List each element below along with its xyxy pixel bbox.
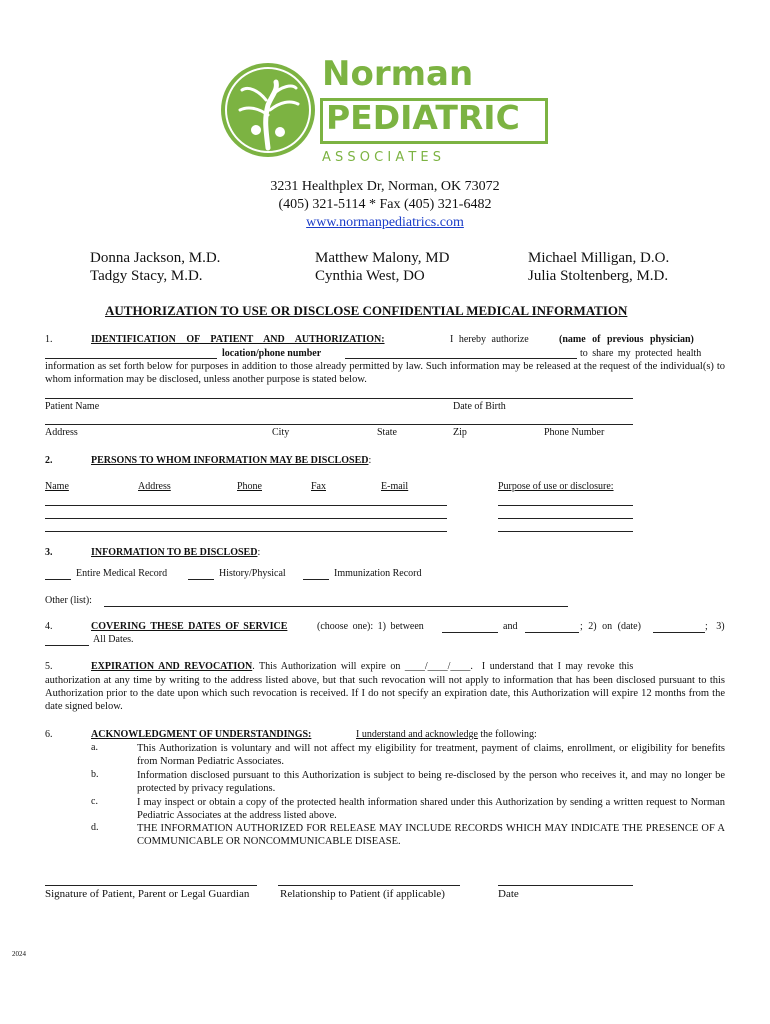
section-6-number: 6.	[45, 729, 53, 740]
address-field[interactable]	[45, 424, 633, 425]
entire-record-label: Entire Medical Record	[76, 568, 168, 579]
clinic-website-link[interactable]	[0, 215, 770, 231]
section-1-intro: I hereby authorize	[450, 334, 529, 345]
item-b-letter: b.	[91, 769, 99, 780]
col-fax: Fax	[311, 481, 326, 492]
purpose-row-3[interactable]	[498, 531, 633, 532]
physician-4: Cynthia West, DO	[315, 268, 425, 284]
section-5-lead: . This Authorization will expire on ____/____/____. I understand that I may revoke this	[252, 661, 634, 672]
col-purpose: Purpose of use or disclosure:	[498, 481, 614, 492]
website-link[interactable]: www.normanpediatrics.com	[306, 215, 464, 230]
item-d-letter: d.	[91, 822, 99, 833]
logo-pediatric: PEDIATRIC	[326, 98, 520, 137]
address-label: Address	[45, 427, 78, 438]
relationship-label: Relationship to Patient (if applicable)	[280, 888, 445, 900]
section-3-colon: :	[257, 547, 261, 558]
section-1-prev-physician: (name of previous physician)	[559, 334, 694, 345]
section-4-text2: ; 2) on (date)	[580, 621, 641, 632]
section-4-heading: COVERING THESE DATES OF SERVICE	[91, 621, 288, 632]
patient-name-field[interactable]	[45, 398, 633, 399]
other-list-field[interactable]	[104, 606, 568, 607]
history-physical-checkbox[interactable]	[188, 579, 214, 580]
section-2-heading-wrap	[91, 455, 371, 466]
section-4-number: 4.	[45, 621, 53, 632]
physician-2: Tadgy Stacy, M.D.	[90, 268, 203, 284]
section-5-body: authorization at any time by writing to the address listed above, but that such revocation will not apply to information that has been disclosed pursuant to this Authorization prior to the date upon which such revocation is received. If I do not specify an expiration date, this Authorization will expire 12 months from the date signed below.	[45, 675, 725, 712]
location-phone-field[interactable]	[345, 358, 577, 359]
clinic-phone-fax: (405) 321-5114 * Fax (405) 321-6482	[278, 197, 492, 212]
immunization-checkbox[interactable]	[303, 579, 329, 580]
date-label: Date	[498, 888, 519, 900]
section-2-colon: :	[368, 455, 372, 466]
section-1-heading: IDENTIFICATION OF PATIENT AND AUTHORIZATION:	[91, 334, 385, 345]
physician-1: Donna Jackson, M.D.	[90, 250, 221, 266]
section-5-number: 5.	[45, 661, 53, 672]
logo-associates: A S S O C I A T E S	[322, 150, 442, 165]
tree-logo-icon	[218, 60, 318, 160]
prev-physician-field[interactable]	[45, 358, 217, 359]
section-4-text1: (choose one): 1) between	[317, 621, 424, 632]
col-email: E-mail	[381, 481, 409, 492]
clinic-address: 3231 Healthplex Dr, Norman, OK 73072	[270, 179, 500, 194]
section-3-heading-wrap	[91, 547, 260, 558]
item-b-text: Information disclosed pursuant to this Authorization is subject to being re-disclosed by the person who receives it, and may no longer be protected by privacy regulations.	[137, 770, 725, 794]
state-label: State	[377, 427, 397, 438]
recipient-row-2[interactable]	[45, 518, 447, 519]
physician-6: Julia Stoltenberg, M.D.	[528, 268, 669, 284]
col-name: Name	[45, 481, 69, 492]
section-3-number: 3.	[45, 547, 53, 558]
section-6-lead-wrap	[356, 729, 537, 740]
patient-name-label: Patient Name	[45, 401, 100, 412]
col-phone: Phone	[237, 481, 262, 492]
item-a-text: This Authorization is voluntary and will not affect my eligibility for treatment, payment of claims, enrollment, or eligibility for benefits from Norman Pediatric Associates.	[137, 743, 725, 767]
recipient-row-1[interactable]	[45, 505, 447, 506]
col-address: Address	[138, 481, 171, 492]
signature-field[interactable]	[45, 885, 257, 886]
section-1-body: information as set forth below for purposes in addition to those already permitted by law. Such information may be released at the request of the individual(s) to whom information may be disclosed, unless another purpose is stated below.	[45, 361, 725, 385]
item-c-letter: c.	[91, 796, 98, 807]
all-dates-checkbox[interactable]	[45, 645, 89, 646]
between-date-1-field[interactable]	[442, 632, 498, 633]
section-2-heading: PERSONS TO WHOM INFORMATION MAY BE DISCLOSED	[91, 455, 369, 466]
section-2-number: 2.	[45, 455, 53, 466]
history-physical-label: History/Physical	[219, 568, 286, 579]
logo	[218, 54, 553, 168]
purpose-row-2[interactable]	[498, 518, 633, 519]
share-text: to share my protected health	[580, 348, 702, 359]
city-label: City	[272, 427, 290, 438]
footer-code: 2024	[12, 950, 26, 958]
section-6-heading: ACKNOWLEDGMENT OF UNDERSTANDINGS:	[91, 729, 312, 740]
section-5-heading: EXPIRATION AND REVOCATION	[91, 661, 253, 672]
logo-norman: Norman	[322, 54, 474, 94]
form-title: AUTHORIZATION TO USE OR DISCLOSE CONFIDENTIAL MEDICAL INFORMATION	[105, 303, 628, 318]
entire-record-checkbox[interactable]	[45, 579, 71, 580]
dob-label: Date of Birth	[453, 401, 506, 412]
between-date-2-field[interactable]	[525, 632, 579, 633]
item-c-text: I may inspect or obtain a copy of the protected health information shared under this Authorization by sending a written request to Norman Pediatric Associates at the address listed above.	[137, 797, 725, 821]
section-6-lead-rest: the following:	[480, 729, 537, 740]
section-6-lead-underlined: I understand and acknowledge	[356, 729, 478, 740]
section-4-and: and	[503, 621, 518, 632]
signature-label: Signature of Patient, Parent or Legal Guardian	[45, 888, 250, 900]
recipient-row-3[interactable]	[45, 531, 447, 532]
item-d-text: THE INFORMATION AUTHORIZED FOR RELEASE MAY INCLUDE RECORDS WHICH MAY INDICATE THE PRESENCE OF A COMMUNICABLE OR NONCOMMUNICABLE DISEASE.	[137, 823, 725, 847]
location-phone-label: location/phone number	[222, 348, 322, 359]
all-dates-label: All Dates.	[93, 634, 134, 645]
section-4-text3: ; 3)	[705, 621, 725, 632]
physician-3: Matthew Malony, MD	[315, 250, 450, 266]
immunization-label: Immunization Record	[334, 568, 422, 579]
physician-5: Michael Milligan, D.O.	[528, 250, 670, 266]
zip-label: Zip	[453, 427, 467, 438]
phone-number-label: Phone Number	[544, 427, 605, 438]
date-field[interactable]	[498, 885, 633, 886]
on-date-field[interactable]	[653, 632, 705, 633]
relationship-field[interactable]	[278, 885, 460, 886]
section-3-heading: INFORMATION TO BE DISCLOSED	[91, 547, 258, 558]
section-5-lead-wrap	[91, 661, 633, 672]
item-a-letter: a.	[91, 742, 98, 753]
purpose-row-1[interactable]	[498, 505, 633, 506]
other-list-label: Other (list):	[45, 595, 92, 606]
section-1-number: 1.	[45, 334, 53, 345]
